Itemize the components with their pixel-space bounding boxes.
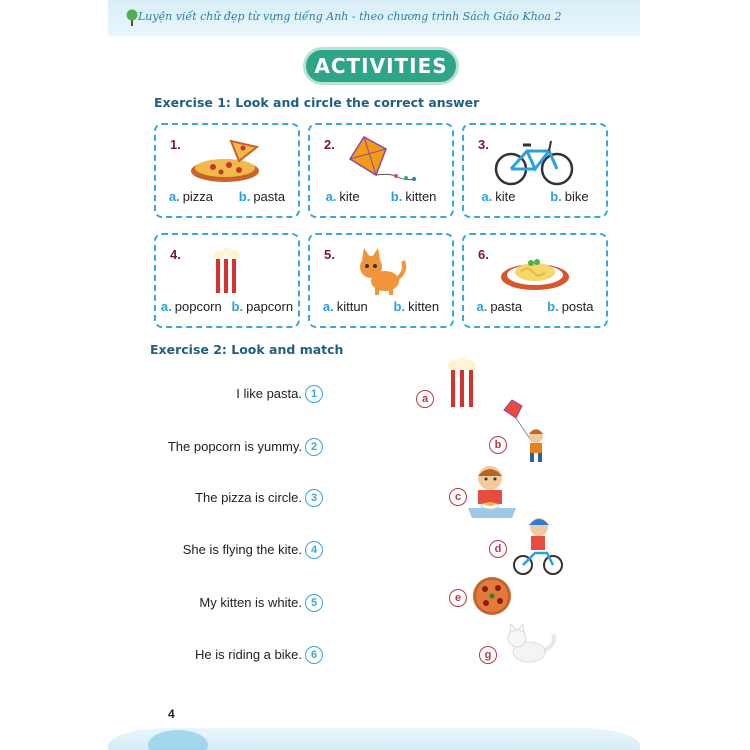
item-number: 5. (324, 247, 335, 262)
bike-picture (464, 135, 606, 187)
sentence-number-4[interactable]: 4 (305, 541, 323, 559)
page-number: 4 (168, 707, 175, 721)
options (464, 189, 606, 204)
child-eating-icon (468, 462, 516, 518)
exercise1-item-3 (462, 123, 608, 218)
decorative-bubble (148, 730, 208, 750)
option-a[interactable]: a. kite (481, 189, 516, 204)
tree-icon (126, 8, 138, 26)
exercise1-title: Exercise 1: Look and circle the correct answer (154, 95, 480, 110)
sentence-4: She is flying the kite. (182, 542, 302, 557)
option-b[interactable]: b. pasta (238, 189, 286, 204)
picture-letter-b[interactable]: b (489, 436, 507, 454)
option-b[interactable]: b. kitten (390, 189, 437, 204)
pizza-picture (156, 135, 298, 187)
exercise1-item-6 (462, 233, 608, 328)
item-number: 2. (324, 137, 335, 152)
bike-icon (493, 135, 577, 187)
option-b[interactable]: b. bike (550, 189, 589, 204)
picture-letter-e[interactable]: e (449, 589, 467, 607)
options (464, 299, 606, 314)
sentence-number-3[interactable]: 3 (305, 489, 323, 507)
white-kitten-icon (501, 624, 561, 668)
picture-letter-c[interactable]: c (449, 488, 467, 506)
sentence-6: He is riding a bike. (195, 647, 302, 662)
option-a[interactable]: a. pizza (168, 189, 214, 204)
kitten-icon (353, 245, 409, 297)
options (310, 189, 452, 204)
option-a[interactable]: a. kite (325, 189, 360, 204)
sentence-number-1[interactable]: 1 (305, 385, 323, 403)
sentence-number-2[interactable]: 2 (305, 438, 323, 456)
option-a[interactable]: a. pasta (476, 299, 523, 314)
kitten-picture (310, 245, 452, 297)
option-b[interactable]: b. posta (547, 299, 594, 314)
pasta-picture (464, 245, 606, 297)
activities-banner: ACTIVITIES (303, 47, 459, 85)
popcorn-icon (207, 245, 247, 297)
item-number: 6. (478, 247, 489, 262)
kite-icon (336, 135, 426, 187)
picture-letter-g[interactable]: g (479, 646, 497, 664)
sentence-5: My kitten is white. (199, 595, 302, 610)
exercise2-title: Exercise 2: Look and match (150, 342, 344, 357)
pizza-icon (187, 135, 267, 187)
sentence-1: I like pasta. (236, 386, 302, 401)
option-a[interactable]: a. kittun (322, 299, 368, 314)
picture-letter-a[interactable]: a (416, 390, 434, 408)
exercise1-item-4 (154, 233, 300, 328)
sentence-number-6[interactable]: 6 (305, 646, 323, 664)
footer-band (108, 728, 640, 750)
exercise1-item-5 (308, 233, 454, 328)
option-b[interactable]: b. kitten (393, 299, 440, 314)
options (310, 299, 452, 314)
workbook-page (108, 0, 640, 750)
child-bike-icon (513, 515, 563, 577)
options (156, 189, 298, 204)
options (156, 299, 298, 314)
popcorn-picture (156, 245, 298, 297)
pasta-icon (497, 245, 573, 297)
sentence-number-5[interactable]: 5 (305, 594, 323, 612)
popcorn-icon (444, 357, 480, 409)
kite-picture (310, 135, 452, 187)
option-a[interactable]: a. popcorn (160, 299, 222, 314)
item-number: 3. (478, 137, 489, 152)
item-number: 4. (170, 247, 181, 262)
header-title: Luyện viết chữ đẹp từ vựng tiếng Anh - theo chương trình Sách Giáo Khoa 2 (138, 10, 562, 23)
item-number: 1. (170, 137, 181, 152)
picture-letter-d[interactable]: d (489, 540, 507, 558)
exercise1-item-1 (154, 123, 300, 218)
child-kite-icon (492, 398, 556, 464)
exercise1-item-2 (308, 123, 454, 218)
pizza-icon (472, 576, 512, 616)
sentence-2: The popcorn is yummy. (167, 439, 302, 454)
option-b[interactable]: b. papcorn (231, 299, 294, 314)
sentence-3: The pizza is circle. (195, 490, 302, 505)
